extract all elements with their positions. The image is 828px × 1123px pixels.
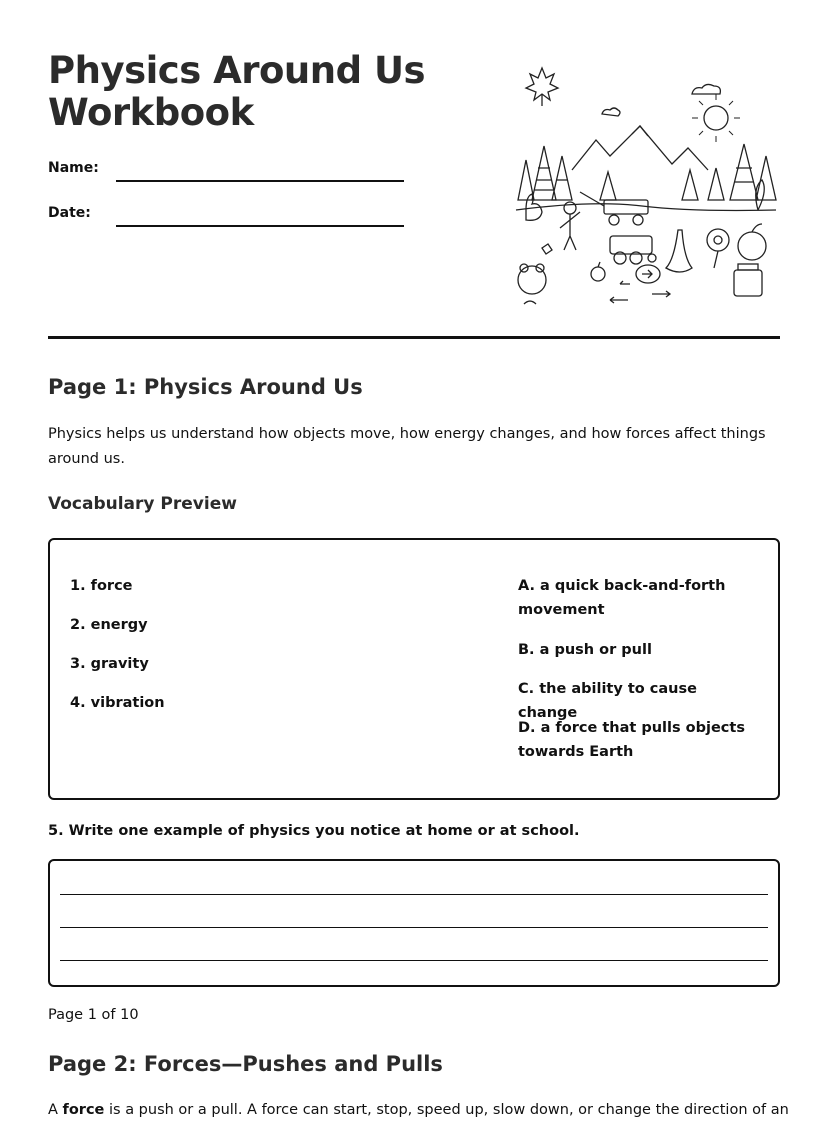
title-line-1: Physics Around Us <box>48 49 426 92</box>
vocab-definition: C. the ability to cause change <box>518 681 697 721</box>
answer-box[interactable] <box>48 859 780 987</box>
question-5: 5. Write one example of physics you notice at home or at school. <box>48 823 580 839</box>
workbook-title <box>48 50 468 134</box>
vocab-matching-box <box>48 538 780 800</box>
vocab-definition: B. a push or pull <box>518 642 652 658</box>
answer-line[interactable] <box>60 960 768 961</box>
date-label: Date: <box>48 205 91 221</box>
name-field[interactable] <box>116 180 404 182</box>
vocab-definition: D. a force that pulls objects towards Earth <box>518 720 745 760</box>
vocab-heading: Vocabulary Preview <box>48 494 237 514</box>
force-term: force <box>62 1102 105 1118</box>
date-field[interactable] <box>116 225 404 227</box>
answer-line[interactable] <box>60 894 768 895</box>
page2-heading: Page 2: Forces—Pushes and Pulls <box>48 1052 443 1076</box>
outdoor-physics-scene-illustration <box>512 60 780 310</box>
page-number: Page 1 of 10 <box>48 1007 139 1023</box>
page1-intro: Physics helps us understand how objects move, how energy changes, and how forces affect things around us. <box>48 426 766 467</box>
vocab-term: 4. vibration <box>70 695 165 711</box>
name-label: Name: <box>48 160 99 176</box>
title-line-2: Workbook <box>48 91 254 134</box>
vocab-term: 3. gravity <box>70 656 149 672</box>
page2-intro-rest: is a push or a pull. A force can start, stop, speed up, slow down, or change the direction of an <box>104 1102 789 1118</box>
vocab-definition: A. a quick back-and-forth movement <box>518 578 726 618</box>
vocab-term: 1. force <box>70 578 133 594</box>
page1-heading: Page 1: Physics Around Us <box>48 375 363 399</box>
vocab-term: 2. energy <box>70 617 148 633</box>
page2-intro-prefix: A <box>48 1102 63 1118</box>
header-divider <box>48 336 780 339</box>
answer-line[interactable] <box>60 927 768 928</box>
page2-intro <box>48 1098 789 1123</box>
